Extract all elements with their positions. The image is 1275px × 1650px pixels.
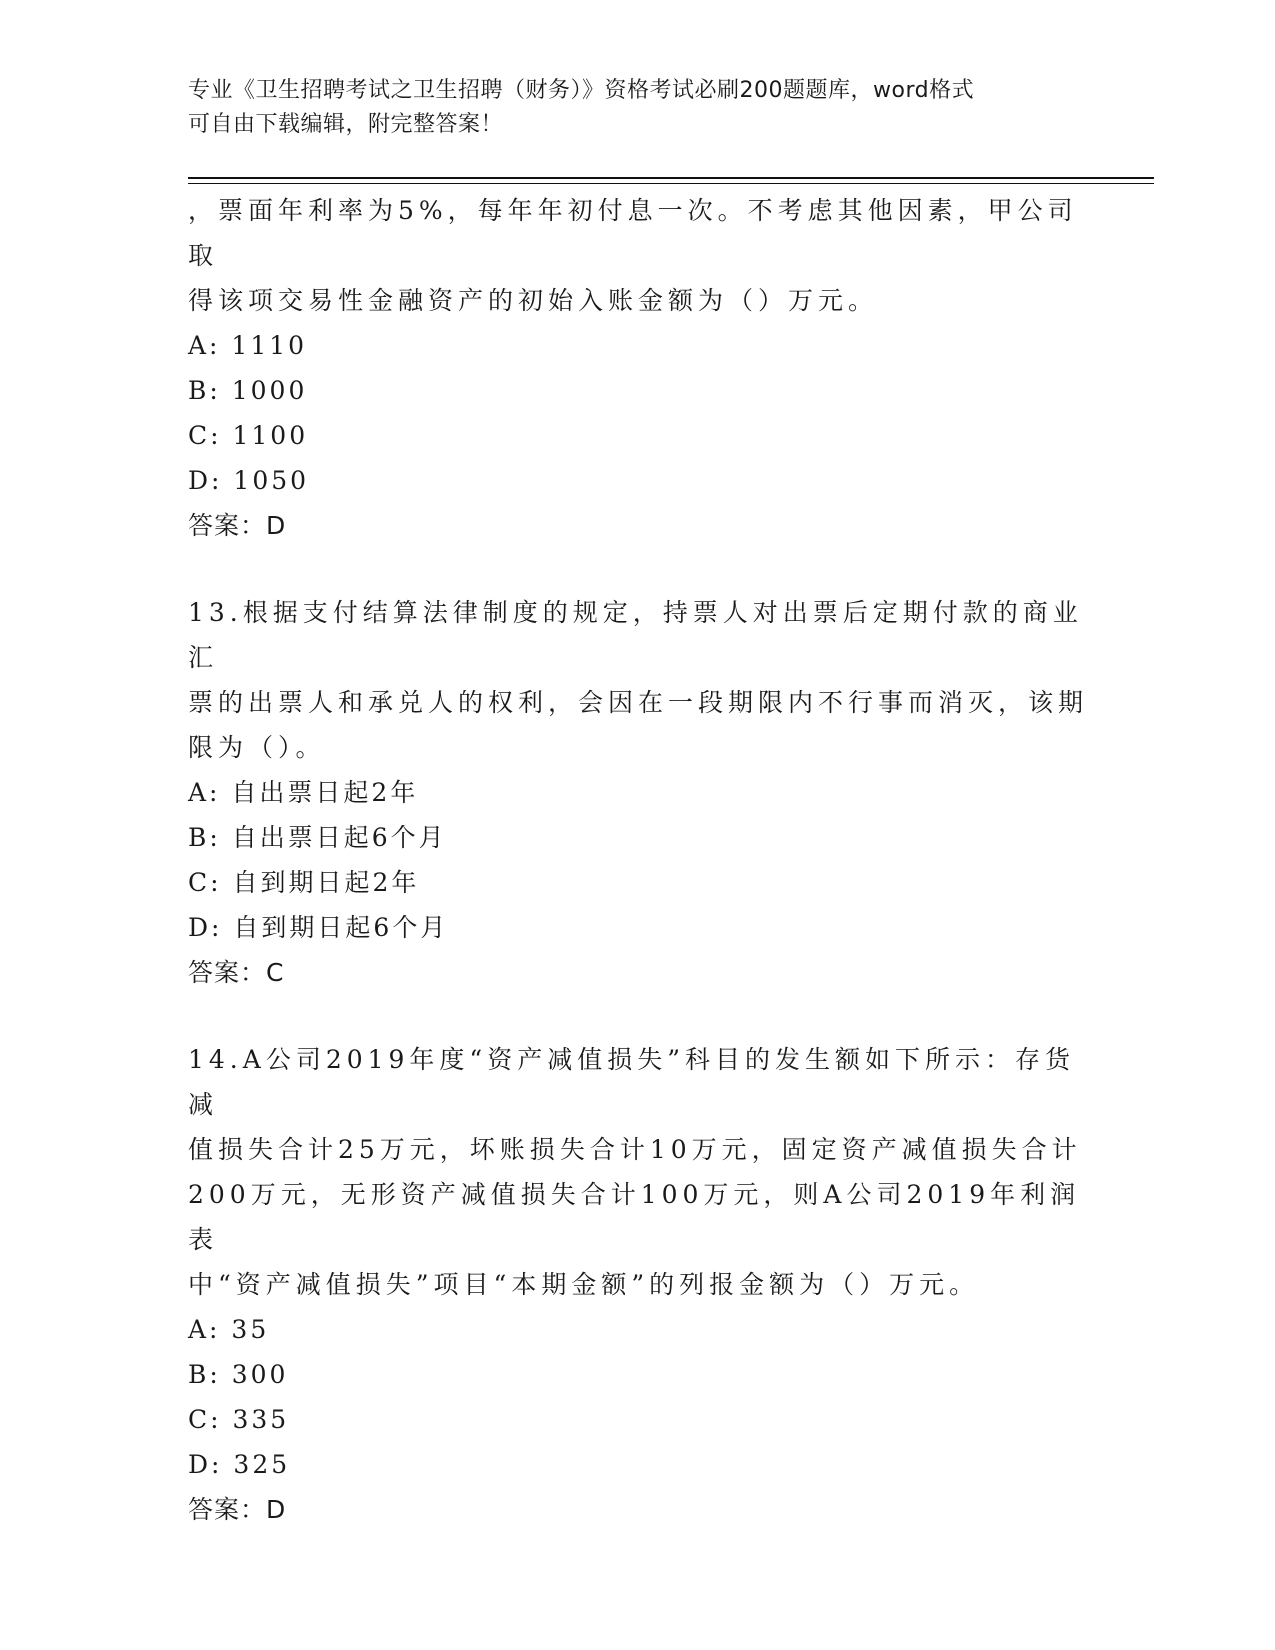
option-c: C: 自到期日起2年 <box>188 868 420 897</box>
question-text-line: 值损失合计25万元，坏账损失合计10万元，固定资产减值损失合计 <box>188 1135 1082 1164</box>
option-a: A: 1110 <box>188 331 308 360</box>
option-d: D: 自到期日起6个月 <box>188 913 449 942</box>
spacer <box>188 995 1088 1037</box>
option-a: A: 自出票日起2年 <box>188 778 419 807</box>
option-d: D: 1050 <box>188 466 310 495</box>
question-block-14 <box>188 1037 1088 1532</box>
header-divider-thin <box>188 183 1154 184</box>
answer-label: 答案：C <box>188 958 285 987</box>
answer-label: 答案：D <box>188 1495 287 1524</box>
option-c: C: 1100 <box>188 421 309 450</box>
question-text-line: 得该项交易性金融资产的初始入账金额为（）万元。 <box>188 286 879 315</box>
option-c: C: 335 <box>188 1405 290 1434</box>
question-text-line: 13.根据支付结算法律制度的规定，持票人对出票后定期付款的商业汇 <box>188 598 1083 672</box>
header-line-1: 专业《卫生招聘考试之卫生招聘（财务）》资格考试必刷200题题库，word格式 <box>188 78 975 103</box>
header-line-2: 可自由下载编辑，附完整答案！ <box>188 112 504 137</box>
option-b: B: 300 <box>188 1360 289 1389</box>
header-divider-thick <box>188 177 1154 179</box>
option-b: B: 1000 <box>188 376 308 405</box>
option-a: A: 35 <box>188 1315 270 1344</box>
option-d: D: 325 <box>188 1450 291 1479</box>
question-block-13 <box>188 590 1088 995</box>
spacer <box>188 548 1088 590</box>
question-text-line: 中“资产减值损失”项目“本期金额”的列报金额为（）万元。 <box>188 1270 980 1299</box>
question-text-line: 14.A公司2019年度“资产减值损失”科目的发生额如下所示：存货减 <box>188 1045 1075 1119</box>
question-text-line: 票的出票人和承兑人的权利，会因在一段期限内不行事而消灭，该期 <box>188 688 1089 717</box>
document-header <box>188 74 1088 142</box>
question-block-12 <box>188 188 1088 548</box>
question-text-line: ，票面年利率为5%，每年年初付息一次。不考虑其他因素，甲公司取 <box>188 196 1078 270</box>
question-list <box>188 188 1088 1532</box>
option-b: B: 自出票日起6个月 <box>188 823 447 852</box>
question-text-line: 200万元，无形资产减值损失合计100万元，则A公司2019年利润表 <box>188 1180 1081 1254</box>
question-text-line: 限为（）。 <box>188 733 326 762</box>
answer-label: 答案：D <box>188 511 287 540</box>
